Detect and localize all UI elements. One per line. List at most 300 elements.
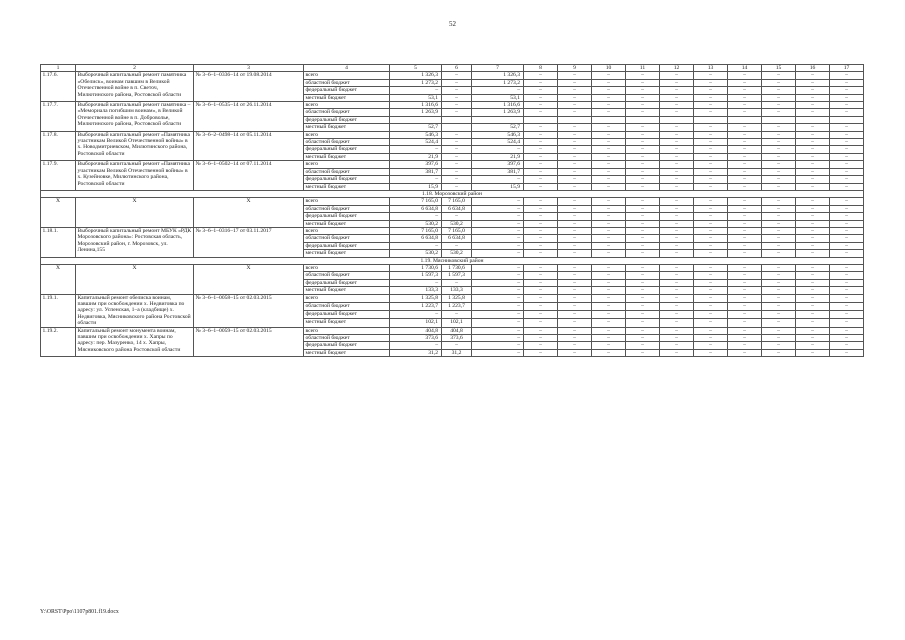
amount-col13: – [694,94,728,101]
amount-col7: 15,9 [472,183,524,190]
amount-col17: – [830,168,864,175]
object-code: 1.17.8. [41,131,76,161]
budget-label: местный бюджет [304,250,390,257]
amount-col17: – [830,242,864,249]
amount-col15: – [762,349,796,356]
budget-label: всего [304,161,390,168]
amount-col16: – [796,250,830,257]
amount-total: – [390,279,442,286]
amount-col15: – [762,220,796,227]
amount-col15: – [762,183,796,190]
amount-col17: – [830,264,864,271]
object-name: Выборочный капитальный ремонт «Памятника участникам Великой Отечественной войны» в х. Кузейновке, Милютинского района, Ростовской области [76,161,194,191]
amount-col15: – [762,213,796,220]
amount-col15: – [762,242,796,249]
amount-col13: – [694,79,728,86]
amount-col7: – [472,242,524,249]
object-row [41,294,864,302]
amount-total: 1 597,3 [390,272,442,279]
object-code: 1.19.2. [41,327,76,357]
amount-col8 [524,116,558,123]
amount-col16: – [796,242,830,249]
amount-col17: – [830,327,864,334]
amount-col11: – [626,94,660,101]
amount-col9: – [558,294,592,302]
amount-col8: – [524,102,558,109]
amount-col10: – [592,213,626,220]
amount-col9: – [558,102,592,109]
amount-col9: – [558,183,592,190]
amount-col12: – [660,311,694,319]
amount-col6: 6 634,8 [442,235,472,242]
amount-col6 [442,124,472,131]
amount-col11: – [626,319,660,327]
amount-col17: – [830,94,864,101]
amount-col15: – [762,153,796,160]
amount-col17: – [830,227,864,234]
amount-col15: – [762,294,796,302]
amount-col12: – [660,198,694,205]
amount-col7: 397,6 [472,161,524,168]
column-number: 1 [41,65,76,72]
amount-col16: – [796,302,830,310]
amount-col8: – [524,302,558,310]
column-number: 2 [76,65,194,72]
amount-col14: – [728,131,762,138]
section-title: 1.18. Морозовский район [41,190,864,197]
amount-col10: – [592,227,626,234]
amount-col14: – [728,198,762,205]
amount-col14: – [728,139,762,146]
amount-col12: – [660,176,694,183]
amount-col9: – [558,146,592,153]
amount-col8: – [524,294,558,302]
amount-col11: – [626,250,660,257]
column-number: 11 [626,65,660,72]
amount-col9: – [558,264,592,271]
amount-col13: – [694,139,728,146]
amount-col6: – [442,183,472,190]
budget-label: федеральный бюджет [304,242,390,249]
amount-col11: – [626,272,660,279]
budget-label: областной бюджет [304,139,390,146]
amount-total: 397,6 [390,161,442,168]
amount-total: 6 634,8 [390,235,442,242]
amount-col14: – [728,335,762,342]
object-name: Выборочный капитальный ремонт памятника «Обелиск», воинам павшим в Великой Отечественной войне в п. Светоч, Милютинского района, Ростовской области [76,72,194,102]
amount-col12: – [660,327,694,334]
amount-col12: – [660,264,694,271]
amount-col13: – [694,264,728,271]
amount-col17: – [830,220,864,227]
amount-col6: – [442,131,472,138]
amount-col15: – [762,131,796,138]
amount-col15: – [762,311,796,319]
amount-col10: – [592,205,626,212]
object-code: 1.18.1. [41,227,76,257]
amount-col10: – [592,235,626,242]
budget-label: местный бюджет [304,319,390,327]
amount-col10: – [592,287,626,294]
amount-col15 [762,116,796,123]
amount-col12: – [660,124,694,131]
amount-total: 31,2 [390,349,442,356]
amount-col16: – [796,124,830,131]
column-number: 13 [694,65,728,72]
amount-total: – [390,87,442,94]
amount-col17: – [830,146,864,153]
amount-col8: – [524,213,558,220]
amount-col14: – [728,109,762,116]
amount-col16: – [796,279,830,286]
amount-col14: – [728,220,762,227]
amount-total: 404,8 [390,327,442,334]
amount-col6: 31,2 [442,349,472,356]
amount-col12: – [660,72,694,79]
amount-col12: – [660,302,694,310]
budget-label: областной бюджет [304,335,390,342]
amount-col6: – [442,87,472,94]
budget-label: всего [304,327,390,334]
amount-col12: – [660,342,694,349]
amount-col10: – [592,242,626,249]
amount-col10: – [592,139,626,146]
amount-col17: – [830,198,864,205]
project-document: № 3–6–2–0498–14 от 05.11.2014 [194,131,304,161]
amount-col7 [472,116,524,123]
amount-col11: – [626,335,660,342]
budget-label: местный бюджет [304,220,390,227]
amount-col11: – [626,79,660,86]
column-number-row [41,65,864,72]
amount-col17: – [830,349,864,356]
amount-col8: – [524,242,558,249]
column-number: 8 [524,65,558,72]
amount-col14: – [728,311,762,319]
x-mark-code: Х [41,198,76,228]
amount-col8: – [524,183,558,190]
amount-col13: – [694,102,728,109]
amount-col12: – [660,139,694,146]
amount-col6: – [442,109,472,116]
amount-total: 6 634,8 [390,205,442,212]
amount-col14: – [728,319,762,327]
amount-col12: – [660,279,694,286]
budget-label: всего [304,264,390,271]
amount-col10: – [592,87,626,94]
amount-col6: – [442,94,472,101]
amount-col11: – [626,294,660,302]
amount-total [390,116,442,123]
amount-col14: – [728,146,762,153]
amount-col7: – [472,311,524,319]
district-total-row [41,198,864,205]
amount-col6: – [442,242,472,249]
amount-col11: – [626,183,660,190]
object-name: Капитальный ремонт монумента воинам, павшим при освобождении х. Хапры по адресу: пер. Мазуренко, 14 х. Хапры, Мясниковского района Ростовской области [76,327,194,357]
amount-col6: 6 634,8 [442,205,472,212]
amount-col10: – [592,146,626,153]
budget-label: областной бюджет [304,205,390,212]
amount-col6: 530,2 [442,250,472,257]
amount-col8: – [524,161,558,168]
amount-col7: 546,3 [472,131,524,138]
amount-col17: – [830,250,864,257]
column-number: 3 [194,65,304,72]
amount-col6: – [442,279,472,286]
amount-col14: – [728,205,762,212]
column-number: 12 [660,65,694,72]
amount-col6: 133,3 [442,287,472,294]
amount-col10: – [592,279,626,286]
amount-col17: – [830,109,864,116]
amount-col11: – [626,287,660,294]
amount-total: 546,3 [390,131,442,138]
amount-col8: – [524,153,558,160]
amount-col16: – [796,87,830,94]
amount-col6: – [442,342,472,349]
amount-col11: – [626,342,660,349]
amount-col14: – [728,242,762,249]
table-body [41,65,864,357]
amount-col8: – [524,319,558,327]
amount-col12: – [660,79,694,86]
amount-col11: – [626,102,660,109]
x-mark-doc: Х [194,198,304,228]
amount-col7: – [472,235,524,242]
amount-col7: – [472,279,524,286]
amount-col15: – [762,335,796,342]
amount-col13: – [694,327,728,334]
amount-col17: – [830,79,864,86]
object-row [41,131,864,138]
amount-col13: – [694,294,728,302]
amount-col11: – [626,235,660,242]
amount-col16: – [796,72,830,79]
amount-col7: – [472,335,524,342]
amount-col7: – [472,176,524,183]
amount-col16: – [796,109,830,116]
project-document: № 3–6–1–0502–14 от 07.11.2014 [194,161,304,191]
amount-col10: – [592,220,626,227]
amount-col17: – [830,139,864,146]
amount-col14: – [728,94,762,101]
amount-col14: – [728,168,762,175]
amount-col13: – [694,335,728,342]
amount-col7: – [472,287,524,294]
amount-col11: – [626,198,660,205]
amount-col6: 404,8 [442,327,472,334]
amount-col8: – [524,287,558,294]
amount-col17: – [830,102,864,109]
amount-col9: – [558,250,592,257]
amount-col7: 1 273,2 [472,79,524,86]
section-heading-row [41,190,864,197]
amount-col15: – [762,302,796,310]
amount-col17: – [830,272,864,279]
amount-col17: – [830,72,864,79]
project-document: № 3–6–1–0058–15 от 02.03.2015 [194,294,304,327]
amount-col8: – [524,272,558,279]
amount-col10: – [592,335,626,342]
amount-col16: – [796,342,830,349]
amount-col9 [558,116,592,123]
amount-col8: – [524,168,558,175]
budget-label: областной бюджет [304,109,390,116]
project-document: № 3–6–1–0535–14 от 26.11.2014 [194,102,304,132]
budget-label: федеральный бюджет [304,213,390,220]
amount-col16: – [796,335,830,342]
amount-col10: – [592,109,626,116]
amount-col13: – [694,183,728,190]
amount-col17: – [830,279,864,286]
amount-col10: – [592,319,626,327]
amount-col7: – [472,319,524,327]
amount-total: – [390,311,442,319]
amount-total: – [390,342,442,349]
amount-col16: – [796,287,830,294]
amount-total: – [390,176,442,183]
object-code: 1.17.7. [41,102,76,132]
amount-col9: – [558,79,592,86]
amount-col17: – [830,124,864,131]
amount-col15: – [762,161,796,168]
footer-file-path: Y:\ORST\Ppo\1107p801.f19.docx [40,609,119,615]
amount-col7: – [472,264,524,271]
amount-col9: – [558,279,592,286]
amount-col14: – [728,176,762,183]
amount-col14: – [728,327,762,334]
amount-col9: – [558,319,592,327]
amount-col10: – [592,272,626,279]
amount-col8: – [524,109,558,116]
amount-col11: – [626,349,660,356]
amount-col11: – [626,109,660,116]
amount-col9: – [558,72,592,79]
amount-total: – [390,146,442,153]
amount-col8: – [524,327,558,334]
amount-col17: – [830,311,864,319]
amount-col14: – [728,342,762,349]
amount-col10: – [592,72,626,79]
amount-col13: – [694,168,728,175]
amount-col12: – [660,205,694,212]
amount-col6: 1 223,7 [442,302,472,310]
budget-label: всего [304,198,390,205]
amount-col11: – [626,311,660,319]
amount-col13: – [694,146,728,153]
amount-total: 1 326,3 [390,72,442,79]
amount-col16: – [796,153,830,160]
amount-col17: – [830,302,864,310]
amount-col14: – [728,102,762,109]
amount-col11: – [626,139,660,146]
page-number: 52 [449,20,456,28]
amount-col7: – [472,349,524,356]
amount-col9: – [558,342,592,349]
column-number: 15 [762,65,796,72]
amount-col13: – [694,349,728,356]
amount-col6: – [442,72,472,79]
amount-col16: – [796,319,830,327]
amount-col6: 7 165,0 [442,198,472,205]
amount-col9: – [558,94,592,101]
amount-col12: – [660,153,694,160]
budget-label: местный бюджет [304,94,390,101]
amount-col16: – [796,205,830,212]
amount-col9: – [558,349,592,356]
amount-col7: – [472,250,524,257]
amount-col12: – [660,94,694,101]
amount-col12: – [660,168,694,175]
amount-col9: – [558,109,592,116]
amount-col6: – [442,311,472,319]
amount-col6: – [442,161,472,168]
amount-col10: – [592,342,626,349]
amount-total: 1 730,6 [390,264,442,271]
amount-total: 7 165,0 [390,227,442,234]
amount-col15: – [762,198,796,205]
amount-col7: 1 263,9 [472,109,524,116]
budget-label: федеральный бюджет [304,116,390,123]
amount-col17: – [830,131,864,138]
amount-col10: – [592,302,626,310]
amount-col9: – [558,272,592,279]
amount-col11: – [626,205,660,212]
amount-col10: – [592,294,626,302]
amount-col17: – [830,176,864,183]
budget-label: областной бюджет [304,302,390,310]
budget-label: всего [304,131,390,138]
amount-col6: – [442,79,472,86]
amount-col13: – [694,213,728,220]
amount-col16: – [796,294,830,302]
amount-col14: – [728,279,762,286]
amount-col16: – [796,272,830,279]
amount-col12: – [660,287,694,294]
amount-col13: – [694,342,728,349]
column-number: 16 [796,65,830,72]
x-mark-code: Х [41,264,76,294]
amount-col13: – [694,205,728,212]
amount-col10: – [592,102,626,109]
amount-col13: – [694,319,728,327]
amount-total: 530,2 [390,220,442,227]
amount-col12: – [660,227,694,234]
amount-col15: – [762,176,796,183]
amount-col17: – [830,183,864,190]
amount-col13: – [694,176,728,183]
amount-col16: – [796,235,830,242]
amount-col11: – [626,242,660,249]
amount-col14: – [728,124,762,131]
program-table [40,64,864,357]
amount-col9: – [558,153,592,160]
district-total-row [41,264,864,271]
budget-label: местный бюджет [304,287,390,294]
amount-col9: – [558,131,592,138]
amount-col13: – [694,220,728,227]
amount-col10: – [592,94,626,101]
amount-col13: – [694,227,728,234]
column-number: 10 [592,65,626,72]
amount-col16: – [796,161,830,168]
amount-col8: – [524,198,558,205]
amount-col13: – [694,72,728,79]
amount-col16: – [796,183,830,190]
amount-col13: – [694,153,728,160]
amount-col14: – [728,235,762,242]
